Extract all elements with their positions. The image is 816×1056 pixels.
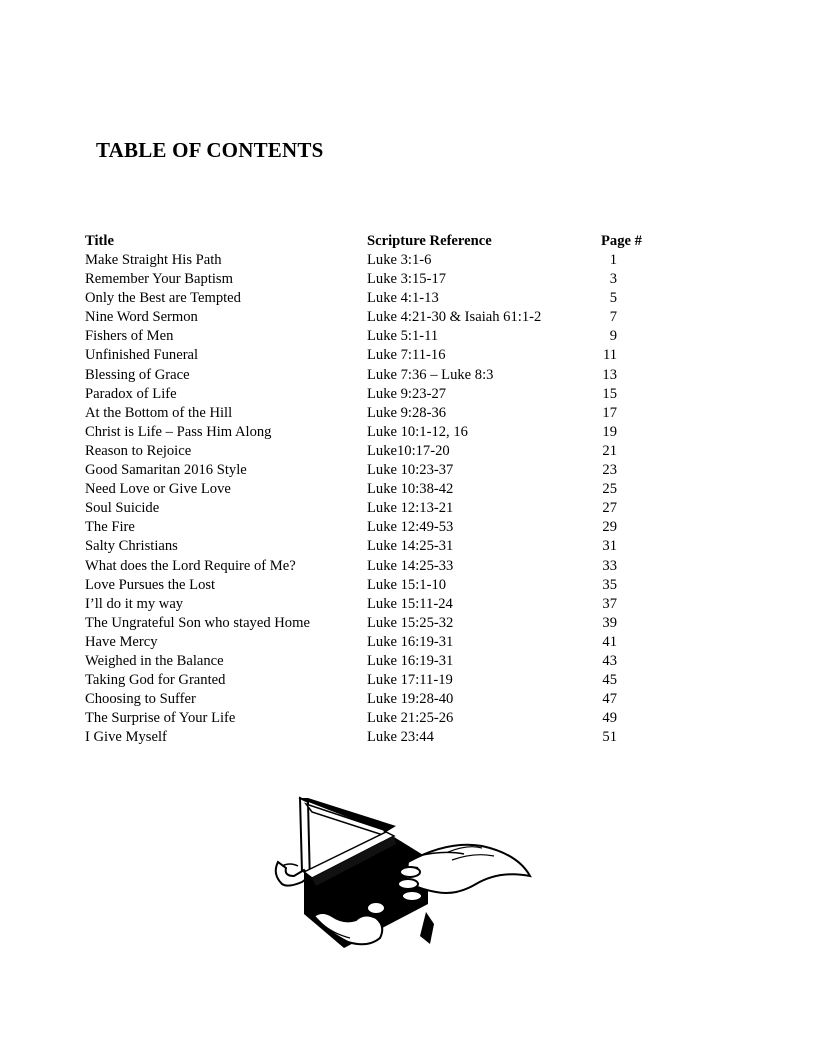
entry-page-number: 51	[602, 729, 617, 746]
entry-page-number: 17	[602, 404, 617, 421]
toc-entry-row	[85, 633, 685, 652]
entry-title: Love Pursues the Lost	[85, 576, 216, 593]
toc-entries	[85, 251, 685, 747]
entry-scripture-reference: Luke 3:1-6	[367, 252, 432, 268]
entry-scripture-reference: Luke 15:11-24	[367, 595, 453, 612]
entry-title: Soul Suicide	[85, 500, 160, 517]
entry-scripture-reference: Luke 12:13-21	[367, 500, 454, 517]
page-title: TABLE OF CONTENTS	[96, 138, 324, 162]
toc-entry-row	[85, 461, 685, 480]
entry-title: Need Love or Give Love	[85, 481, 231, 498]
entry-page-number: 23	[602, 462, 617, 479]
toc-entry-row	[85, 537, 685, 556]
entry-title: Only the Best are Tempted	[85, 290, 241, 307]
toc-entry-row	[85, 366, 685, 385]
entry-page-number: 29	[602, 519, 617, 536]
entry-scripture-reference: Luke 3:15-17	[367, 271, 447, 288]
entry-page-number: 15	[602, 385, 617, 402]
entry-page-number: 1	[609, 252, 617, 268]
hands-holding-bible-icon	[268, 792, 538, 958]
entry-scripture-reference: Luke 21:25-26	[367, 710, 454, 727]
toc-entry-row	[85, 327, 685, 346]
entry-page-number: 9	[609, 328, 617, 345]
entry-title: At the Bottom of the Hill	[85, 404, 233, 421]
entry-scripture-reference: Luke 12:49-53	[367, 519, 454, 536]
entry-page-number: 19	[602, 423, 617, 440]
toc-entry-row	[85, 728, 685, 747]
entry-title: The Surprise of Your Life	[85, 710, 236, 727]
toc-entry-row	[85, 270, 685, 289]
entry-page-number: 21	[602, 442, 617, 459]
entry-page-number: 27	[602, 500, 617, 517]
entry-scripture-reference: Luke 23:44	[367, 729, 434, 746]
entry-title: Christ is Life – Pass Him Along	[85, 423, 272, 440]
header-page-number: Page #	[601, 233, 642, 249]
entry-title: Choosing to Suffer	[85, 691, 196, 708]
entry-scripture-reference: Luke 4:21-30 & Isaiah 61:1-2	[367, 309, 542, 326]
header-title: Title	[85, 233, 114, 249]
toc-entry-row	[85, 289, 685, 308]
entry-scripture-reference: Luke 10:1-12, 16	[367, 423, 468, 440]
toc-entry-row	[85, 442, 685, 461]
entry-title: Fishers of Men	[85, 328, 174, 345]
toc-entry-row	[85, 576, 685, 595]
entry-scripture-reference: Luke 10:23-37	[367, 462, 454, 479]
entry-page-number: 13	[602, 366, 617, 383]
toc-entry-row	[85, 614, 685, 633]
entry-page-number: 7	[609, 309, 617, 326]
entry-scripture-reference: Luke 9:23-27	[367, 385, 447, 402]
entry-title: Make Straight His Path	[85, 252, 222, 268]
entry-page-number: 47	[602, 691, 617, 708]
entry-title: Good Samaritan 2016 Style	[85, 462, 247, 479]
entry-title: Have Mercy	[85, 633, 158, 650]
entry-page-number: 39	[602, 614, 617, 631]
entry-page-number: 35	[602, 576, 617, 593]
entry-scripture-reference: Luke 10:38-42	[367, 481, 454, 498]
entry-scripture-reference: Luke 15:1-10	[367, 576, 447, 593]
entry-title: Weighed in the Balance	[85, 652, 224, 669]
entry-title: Blessing of Grace	[85, 366, 190, 383]
entry-scripture-reference: Luke 16:19-31	[367, 633, 454, 650]
entry-scripture-reference: Luke 14:25-33	[367, 557, 454, 574]
toc-entry-row	[85, 499, 685, 518]
entry-page-number: 43	[602, 652, 617, 669]
entry-scripture-reference: Luke 19:28-40	[367, 691, 454, 708]
entry-page-number: 25	[602, 481, 617, 498]
entry-title: Unfinished Funeral	[85, 347, 199, 364]
table-of-contents	[85, 232, 685, 747]
entry-title: The Ungrateful Son who stayed Home	[85, 614, 310, 631]
entry-title: Nine Word Sermon	[85, 309, 198, 326]
entry-page-number: 49	[602, 710, 617, 727]
entry-title: What does the Lord Require of Me?	[85, 557, 296, 574]
toc-entry-row	[85, 690, 685, 709]
entry-scripture-reference: Luke 16:19-31	[367, 652, 454, 669]
entry-page-number: 33	[602, 557, 617, 574]
entry-scripture-reference: Luke 15:25-32	[367, 614, 454, 631]
toc-entry-row	[85, 404, 685, 423]
toc-entry-row	[85, 595, 685, 614]
entry-page-number: 45	[602, 672, 617, 689]
entry-scripture-reference: Luke 7:11-16	[367, 347, 446, 364]
entry-page-number: 37	[602, 595, 617, 612]
entry-title: I Give Myself	[85, 729, 167, 746]
entry-page-number: 41	[602, 633, 617, 650]
toc-entry-row	[85, 385, 685, 404]
entry-title: Taking God for Granted	[85, 672, 226, 689]
toc-entry-row	[85, 557, 685, 576]
entry-title: Remember Your Baptism	[85, 271, 233, 288]
toc-header-row	[85, 232, 685, 251]
entry-scripture-reference: Luke 9:28-36	[367, 404, 447, 421]
toc-entry-row	[85, 308, 685, 327]
entry-page-number: 11	[602, 347, 617, 364]
entry-page-number: 3	[609, 271, 617, 288]
toc-entry-row	[85, 423, 685, 442]
entry-scripture-reference: Luke 7:36 – Luke 8:3	[367, 366, 494, 383]
entry-title: Salty Christians	[85, 538, 178, 555]
entry-page-number: 5	[609, 290, 617, 307]
toc-entry-row	[85, 652, 685, 671]
entry-scripture-reference: Luke10:17-20	[367, 442, 450, 459]
entry-title: Reason to Rejoice	[85, 442, 192, 459]
toc-entry-row	[85, 251, 685, 270]
entry-scripture-reference: Luke 5:1-11	[367, 328, 439, 345]
toc-entry-row	[85, 671, 685, 690]
header-scripture-reference: Scripture Reference	[367, 233, 492, 249]
entry-scripture-reference: Luke 14:25-31	[367, 538, 454, 555]
toc-entry-row	[85, 518, 685, 537]
entry-title: I’ll do it my way	[85, 595, 184, 612]
entry-page-number: 31	[602, 538, 617, 555]
toc-entry-row	[85, 346, 685, 365]
entry-title: Paradox of Life	[85, 385, 177, 402]
entry-scripture-reference: Luke 17:11-19	[367, 672, 453, 689]
toc-entry-row	[85, 480, 685, 499]
entry-scripture-reference: Luke 4:1-13	[367, 290, 439, 307]
toc-entry-row	[85, 709, 685, 728]
entry-title: The Fire	[85, 519, 135, 536]
